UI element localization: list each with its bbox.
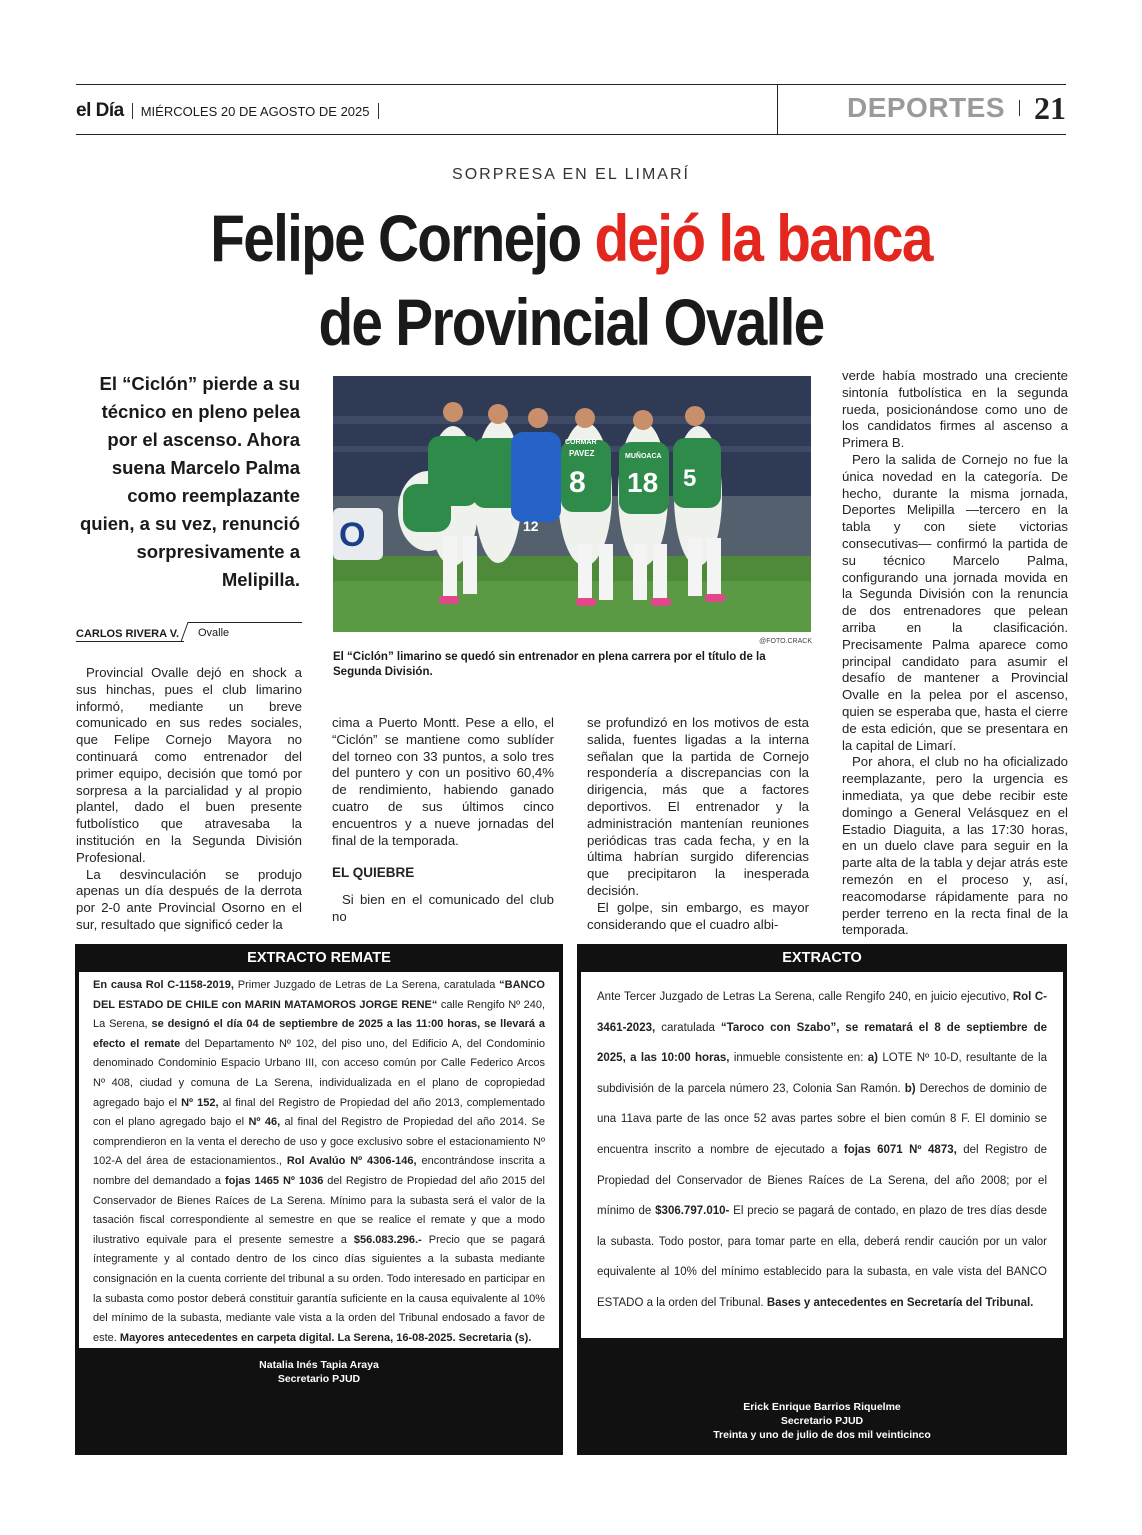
notice-text-segment: b) — [904, 1082, 920, 1095]
notice-text-segment: del Registro de Propiedad del Conservador de Bienes Raíces de La Serena, del año 2008; por el mínimo de — [597, 1143, 1047, 1218]
notice-text-segment: fojas 1465 Nº 1036 — [224, 1174, 328, 1187]
notice-text-segment: encontrándose inscrita a nombre del demandado a — [93, 1155, 545, 1187]
notice-text-segment: En causa Rol C-1158-2019, — [93, 979, 238, 991]
newspaper-logo: el Día — [76, 100, 124, 121]
article-kicker: SORPRESA EN EL LIMARÍ — [452, 166, 690, 183]
notice-body — [581, 972, 1063, 1329]
headline-line2: de Provincial Ovalle — [318, 285, 824, 359]
notice-text-segment: Ante Tercer Juzgado de Letras La Serena, calle Rengifo 240, en juicio ejecutivo, — [597, 991, 1013, 1003]
notice-body — [79, 972, 559, 1352]
legal-notice-extracto — [577, 944, 1067, 1455]
notice-text-segment: “BANCO DEL ESTADO DE CHILE con MARIN MATAMOROS JORGE RENE“ — [93, 979, 545, 1011]
article-column-2 — [332, 715, 554, 926]
notice-text-segment: Derechos de dominio de una 11ava parte de las once 52 avas partes sobre el bien común 8 F. El dominio se encuentra inscrito a nombre de ejecutado a — [597, 1082, 1047, 1156]
svg-text:O: O — [339, 516, 366, 554]
jersey-sponsor-label: CORMAR — [565, 439, 597, 446]
notice-text-segment: Rol C-3461-2023, — [597, 991, 1047, 1034]
jersey-name-label: MUÑOACA — [625, 453, 662, 460]
paragraph: El golpe, sin embargo, es mayor considerando que el cuadro albi- — [587, 899, 809, 932]
article-column-1 — [76, 665, 302, 934]
notice-text-segment: inmueble consistente en: — [733, 1052, 868, 1065]
notice-text-segment: Mayores antecedentes en carpeta digital. La Serena, 16-08-2025. Secretaria (s). — [119, 1331, 532, 1344]
notice-text-segment: del Departamento Nº 102, del piso uno, del Edificio A, del Condominio denominado Condominio Espacio Urbano III, con acceso común por Calle Federico Arcos Nº 408, ciudad y comuna de La Serena, individualizada en el plano de copropiedad agregado bajo el — [93, 1037, 545, 1109]
team-photo — [333, 376, 811, 632]
notice-text-segment: calle Rengifo Nº 240, La Serena, — [93, 998, 545, 1031]
author-name: CARLOS RIVERA V. — [76, 628, 180, 640]
jersey-number-label: 12 — [523, 518, 539, 534]
signer-title: Secretario PJUD — [277, 1373, 361, 1385]
legal-notice-remate — [75, 944, 563, 1455]
divider — [378, 103, 379, 119]
article-column-4 — [842, 368, 1068, 939]
subheading: EL QUIEBRE — [332, 865, 415, 881]
notice-text-segment: Primer Juzgado de Letras de La Serena, caratulada — [237, 979, 500, 991]
notice-text-segment: a) — [867, 1052, 883, 1065]
paragraph: se profundizó en los motivos de esta salida, fuentes ligadas a la interna señalan que la partida de Cornejo respondería a discrepancias con la dirigencia, más que a factores deportivos. El entrenador y la administración mantenían reuniones periódicas tras cada fecha, y en la última habrían surgido diferencias que precipitaron la inesperada decisión. — [587, 715, 809, 898]
notice-text-segment: al final del Registro de Propiedad del año 2013, complementado con el plano agregado bajo el — [93, 1096, 546, 1129]
jersey-name-label: PAVEZ — [569, 449, 595, 458]
issue-date: MIÉRCOLES 20 DE AGOSTO DE 2025 — [140, 103, 370, 119]
article-headline — [132, 196, 1011, 364]
paragraph: Si bien en el comunicado del club no — [332, 892, 554, 924]
notice-text-segment: Bases y antecedentes en Secretaría del Tribunal. — [766, 1296, 1034, 1309]
headline-part1: Felipe Cornejo — [210, 201, 595, 275]
paragraph: La desvinculación se produjo apenas un día después de la derrota por 2-0 ante Provincial Osorno en el sur, resultado que significó ceder la — [76, 866, 302, 932]
jersey-number-label: 5 — [683, 465, 697, 492]
byline-location: Ovalle — [198, 627, 230, 639]
notice-text-segment: caratulada — [661, 1021, 721, 1034]
notice-text-segment: Rol Avalúo Nº 4306-146, — [286, 1155, 422, 1168]
paragraph: Provincial Ovalle dejó en shock a sus hinchas, pues el club limarino informó, mediante un breve comunicado en sus redes sociales, que Felipe Cornejo Mayora no continuará como entrenador del primer equipo, decisión que tomó por sorpresa a la parcialidad y al propio plantel, dado el buen presente futbolístico que atravesaba la institución en la Segunda División Profesional. — [76, 665, 302, 865]
masthead — [76, 98, 379, 124]
divider — [1019, 100, 1020, 116]
paragraph: verde había mostrado una creciente sintonía futbolística en la segunda rueda, posicionándose como uno de los candidatos firmes al ascenso a Primera B. — [842, 368, 1068, 451]
signer-name: Erick Enrique Barrios Riquelme — [743, 1401, 901, 1413]
divider — [132, 103, 133, 119]
notice-title: EXTRACTO — [577, 944, 1067, 972]
jersey-number-label: 18 — [627, 467, 659, 498]
headline-part2: dejó la banca — [594, 201, 932, 275]
section-header — [847, 88, 1066, 128]
notice-text-segment: se designó el día 04 de septiembre de 2025 a las 11:00 horas, se llevará a efecto el remate — [93, 1018, 546, 1050]
notice-text-segment: del Registro de Propiedad del año 2015 del Conservador de Bienes Raíces de La Serena. Mínimo para la subasta será el valor de la tasación fiscal correspondiente al semestre en que se realice el remate y que a modo ilustrativo equivale para el presente semestre a — [93, 1174, 545, 1246]
notice-text-segment: LOTE Nº 10-D, resultante de la subdivisión de la parcela número 23, Colonia San Ramón. — [597, 1052, 1047, 1095]
notice-text-segment: Nº 152, — [181, 1096, 223, 1109]
article-column-3 — [587, 715, 809, 933]
notice-text-segment: Nº 46, — [248, 1116, 285, 1129]
photo-credit: @FOTO.CRACK — [759, 638, 812, 645]
page-number: 21 — [1034, 89, 1066, 126]
notice-text-segment: $306.797.010- — [655, 1205, 734, 1218]
signer-date: Treinta y uno de julio de dos mil veinticinco — [713, 1429, 931, 1441]
paragraph: cima a Puerto Montt. Pese a ello, el “Ciclón” se mantiene como sublíder del torneo con 33 puntos, a solo tres del puntero y con un positivo 60,4% de rendimiento, habiendo ganado cuatro de sus últimos cinco encuentros y a nueve jornadas del final de la temporada. — [332, 715, 554, 848]
article-deck: El “Ciclón” pierde a su técnico en pleno pelea por el ascenso. Ahora suena Marcelo Palma como reemplazante quien, a su vez, renunció sorpresivamente a Melipilla. — [80, 373, 300, 590]
photo-caption: El “Ciclón” limarino se quedó sin entrenador en plena carrera por el título de la Segunda División. — [333, 651, 766, 678]
jersey-number-label: 8 — [569, 466, 586, 499]
section-name: DEPORTES — [846, 92, 1005, 123]
notice-text-segment: El precio se pagará de contado, en plazo de tres días desde la subasta. Todo postor, para tomar parte en ella, deberá rendir caución por un valor equivalente al 10% del mínimo establecido para la subasta, en vale vista del BANCO ESTADO a la orden del Tribunal. — [597, 1205, 1048, 1309]
signer-name: Natalia Inés Tapia Araya — [259, 1359, 379, 1371]
notice-text-segment: fojas 6071 Nº 4873, — [843, 1143, 964, 1156]
signer-title: Secretario PJUD — [780, 1415, 864, 1427]
paragraph: Por ahora, el club no ha oficializado reemplazante, pero la urgencia es inmediata, ya que debe recibir este domingo a General Velásquez en el Estadio Diaguita, a las 17:30 horas, en un duelo clave para seguir en la parte alta de la tabla y dejar atrás este remezón en el proceso y, así, reacomodarse rápidamente para no perder terreno en la recta final de la temporada. — [842, 754, 1068, 938]
notice-text-segment: Precio que se pagará íntegramente y al contado dentro de los cinco días siguientes a la subasta mediante consignación en la cuenta corriente del tribunal a su orden. Todo interesado en participar en la subasta como postor deberá constituir garantía suficiente en la causa equivalente al 10% del mínimo de la subasta, mediante vale vista a la orden del Tribunal endosado a favor de este. — [93, 1233, 546, 1344]
notice-title: EXTRACTO REMATE — [75, 944, 563, 972]
notice-text-segment: al final del Registro de Propiedad del año 2014. Se comprendieron en la venta el derecho de uso y goce exclusivo sobre el estacionamiento Nº 102-A del área de estacionamientos., — [93, 1116, 545, 1168]
notice-text-segment: $56.083.296.- — [353, 1233, 429, 1246]
notice-text-segment: “Taroco con Szabo”, se rematará el 8 de septiembre de 2025, a las 10:00 horas, — [597, 1021, 1047, 1065]
paragraph: Pero la salida de Cornejo no fue la única novedad en la categoría. De hecho, durante la misma jornada, Deportes Melipilla —tercero en la tabla y con siete victorias consecutivas— confirmó la partida de su técnico Marcelo Palma, configurando una jornada movida en la Segunda División con la renuncia de dos entrenadores que pelean arriba en la clasificación. Precisamente Palma aparece como principal candidato para asumir el desafío de mantener a Provincial Ovalle en la pelea por el ascenso, quien se esperaba que, hasta el cierre de esta edición, que se presentara en la capital de Limarí. — [842, 451, 1068, 753]
